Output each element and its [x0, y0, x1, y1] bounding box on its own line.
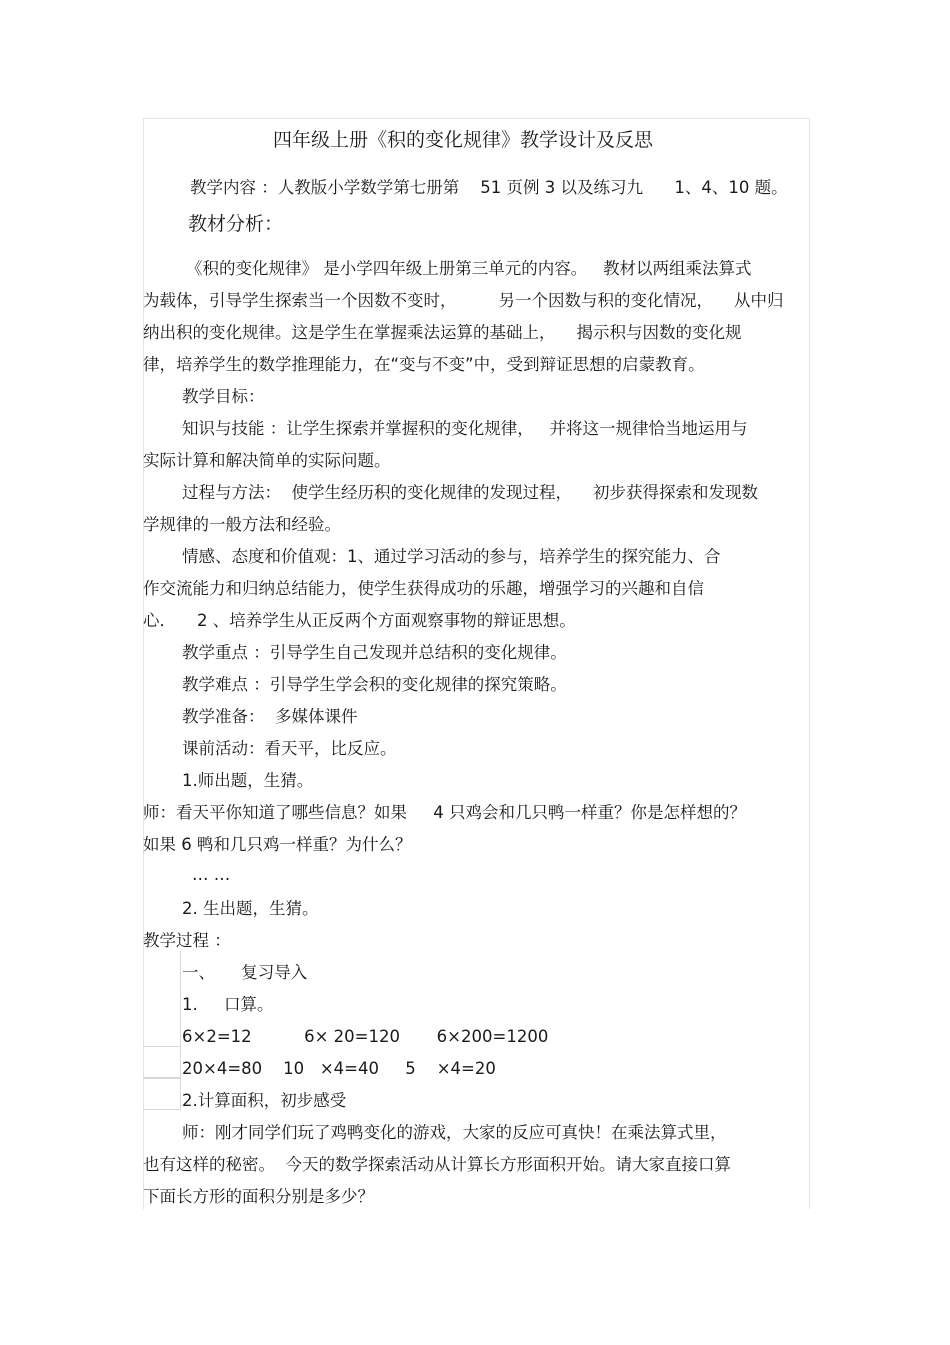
warmup: 课前活动：看天平，比反应。	[182, 739, 397, 758]
side-box	[143, 1077, 181, 1110]
teacher-intro-line: 师：刚才同学们玩了鸡鸭变化的游戏，大家的反应可真快！在乘法算式里，	[182, 1123, 727, 1142]
goal-process-line: 学规律的一般方法和经验。	[143, 515, 341, 534]
goal-emotion-line: 心． 2 、培养学生从正反两个方面观察事物的辩证思想。	[143, 611, 576, 630]
oral-calc-heading: 1. 口算。	[182, 995, 274, 1014]
goal-knowledge-line: 实际计算和解决简单的实际问题。	[143, 451, 391, 470]
warmup-step-1: 1.师出题，生猜。	[182, 771, 314, 790]
analysis-line: 律，培养学生的数学推理能力，在“变与不变”中，受到辩证思想的启蒙教育。	[143, 355, 705, 374]
analysis-line: 纳出积的变化规律。这是学生在掌握乘法运算的基础上， 揭示积与因数的变化规	[143, 323, 742, 342]
goals-heading: 教学目标：	[182, 387, 265, 406]
analysis-line: 《积的变化规律》 是小学四年级上册第三单元的内容。 教材以两组乘法算式	[186, 259, 752, 278]
analysis-line: 为载体，引导学生探索当一个因数不变时， 另一个因数与积的变化情况， 从中归	[143, 291, 784, 310]
warmup-step-2: 2. 生出题，生猜。	[182, 899, 319, 918]
difficulty: 教学难点 ：引导学生学会积的变化规律的探究策略。	[182, 675, 567, 694]
teaching-content: 教学内容 ：人教版小学数学第七册第 51 页例 3 以及练习九 1、4、10 题。	[190, 178, 788, 197]
side-box	[143, 1046, 181, 1079]
process-heading: 教学过程 ：	[143, 931, 231, 950]
document-title: 四年级上册《积的变化规律》教学设计及反思	[273, 129, 654, 151]
calc-row: 6×2=12 6× 20=120 6×200=1200	[182, 1027, 549, 1046]
key-point: 教学重点 ：引导学生自己发现并总结积的变化规律。	[182, 643, 567, 662]
ellipsis: … …	[192, 865, 231, 884]
area-heading: 2.计算面积，初步感受	[182, 1091, 347, 1110]
preparation: 教学准备： 多媒体课件	[182, 707, 358, 726]
goal-knowledge-line: 知识与技能 ：让学生探索并掌握积的变化规律， 并将这一规律恰当地运用与	[182, 419, 748, 438]
review-section: 一、 复习导入	[182, 963, 308, 982]
goal-process-line: 过程与方法： 使学生经历积的变化规律的发现过程， 初步获得探索和发现数	[182, 483, 758, 502]
teacher-intro-line: 也有这样的秘密。 今天的数学探索活动从计算长方形面积开始。请大家直接口算	[143, 1155, 731, 1174]
goal-emotion-line: 情感、态度和价值观：1、通过学习活动的参与，培养学生的探究能力、合	[182, 547, 721, 566]
calc-row: 20×4=80 10 ×4=40 5 ×4=20	[182, 1059, 496, 1078]
goal-emotion-line: 作交流能力和归纳总结能力，使学生获得成功的乐趣，增强学习的兴趣和自信	[143, 579, 704, 598]
teacher-intro-line: 下面长方形的面积分别是多少？	[143, 1187, 374, 1206]
side-box	[143, 951, 181, 1047]
analysis-heading: 教材分析：	[188, 213, 284, 235]
teacher-question-line: 如果 6 鸭和几只鸡一样重？为什么？	[143, 835, 412, 854]
teacher-question-line: 师：看天平你知道了哪些信息？如果 4 只鸡会和几只鸭一样重？你是怎样想的？	[143, 803, 746, 822]
